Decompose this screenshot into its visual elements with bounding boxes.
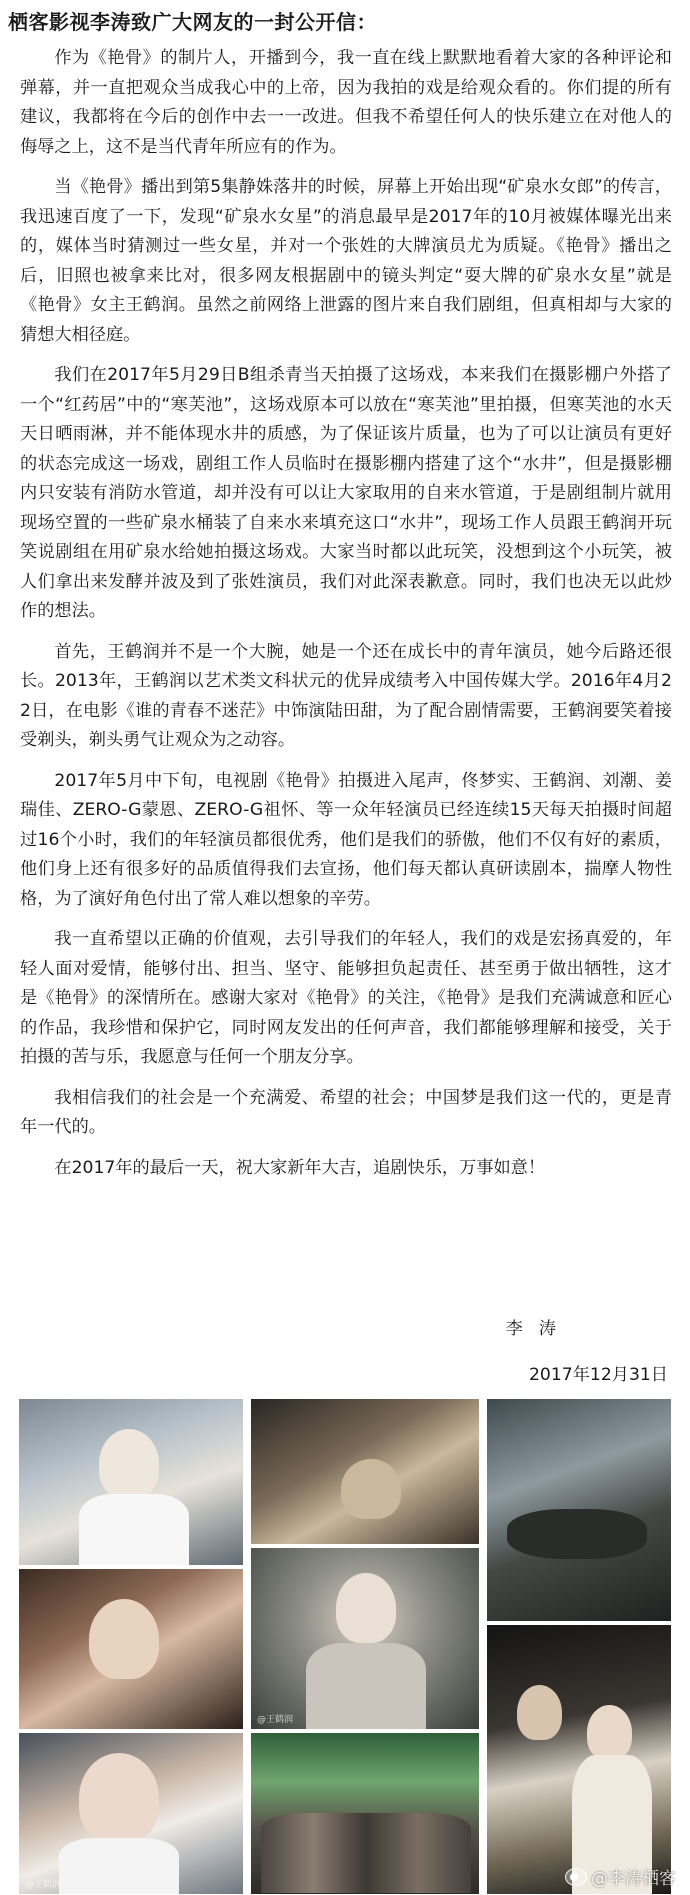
paragraph-1: 作为《艳骨》的制片人，开播到今，我一直在线上默默地看着大家的各种评论和弹幕，并一直把观众当成我心中的上帝，因为我拍的戏是给观众看的。你们提的所有建议，我都将在今后的创作中去一一改进。但我不希望任何人的快乐建立在对他人的侮辱之上，这不是当代青年所应有的作为。 — [20, 48, 672, 157]
paragraph-3: 我们在2017年5月29日B组杀青当天拍摄了这场戏，本来我们在摄影棚户外搭了一个“红药居”中的“寒芙池”，这场戏原本可以放在“寒芙池”里拍摄，但寒芙池的水天天日晒雨淋，并不能体现水井的质感，为了保证该片质量，也为了可以让演员有更好的状态完成这一场戏，剧组工作人员临时在摄影棚内搭建了这个“水井”，但是摄影棚内只安装有消防水管道，却并没有可以让大家取用的自来水管道，于是剧组制片就用现场空置的一些矿泉水桶装了自来水来填充这口“水井”，现场工作人员跟王鹤润开玩笑说剧组在用矿泉水给她拍摄这场戏。大家当时都以此玩笑，没想到这个小玩笑，被人们拿出来发酵并波及到了张姓演员，我们对此深表歉意。同时，我们也决无以此炒作的想法。 — [20, 365, 672, 621]
paragraph-2: 当《艳骨》播出到第5集静姝落井的时候，屏幕上开始出现“矿泉水女郎”的传言，我迅速百度了一下，发现“矿泉水女星”的消息最早是2017年的10月被媒体曝光出来的，媒体当时猜测过一些女星，并对一个张姓的大牌演员尤为质疑。《艳骨》播出之后，旧照也被拿来比对，很多网友根据剧中的镜头判定“耍大牌的矿泉水女星”就是《艳骨》女主王鹤润。虽然之前网络上泄露的图片来自我们剧组，但真相却与大家的猜想大相径庭。 — [20, 177, 672, 345]
photo-crew-group — [250, 1732, 480, 1895]
weibo-logo-icon — [565, 1868, 587, 1886]
signature-name: 李涛 — [505, 1319, 572, 1339]
photo-figure — [79, 1753, 159, 1843]
photo-caption: @王鹤润 — [25, 1880, 62, 1890]
paragraph-5: 2017年5月中下旬，电视剧《艳骨》拍摄进入尾声，佟梦实、王鹤润、刘潮、姜瑞佳、ZERO-G蒙恩、ZERO-G祖怀、等一众年轻演员已经连续15天每天拍摄时间超过16个小时，我们的年轻演员都很优秀，他们是我们的骄傲，他们不仅有好的素质，他们身上还有很多好的品质值得我们去宣扬，他们每天都认真研读剧本，揣摩人物性格，为了演好角色付出了常人难以想象的辛劳。 — [20, 770, 672, 909]
paragraph-8: 在2017年的最后一天，祝大家新年大吉，追剧快乐，万事如意！ — [54, 1157, 546, 1178]
paragraph-6: 我一直希望以正确的价值观，去引导我们的年轻人，我们的戏是宏扬真爱的，年轻人面对爱情，能够付出、担当、坚守、能够担负起责任、甚至勇于做出牺牲，这才是《艳骨》的深情所在。感谢大家对《艳骨》的关注，《艳骨》是我们充满诚意和匠心的作品，我珍惜和保护它，同时网友发出的任何声音，我们都能够理解和接受，关于拍摄的苦与乐，我愿意与任何一个朋友分享。 — [20, 929, 672, 1067]
photo-costume-pair — [486, 1624, 672, 1895]
photo-figure — [89, 1599, 159, 1679]
photo-figure — [341, 1459, 401, 1519]
photo-figure — [587, 1705, 632, 1760]
photo-shaved-head-smile — [18, 1732, 244, 1895]
paragraph-4: 首先，王鹤润并不是一个大腕，她是一个还在成长中的青年演员，她今后路还很长。2013年，王鹤润以艺术类文科状元的优异成绩考入中国传媒大学。2016年4月22日，在电影《谁的青春不迷茫》中饰演陆田甜，为了配合剧情需要，王鹤润要笑着接受剃头，剃头勇气让观众为之动容。 — [20, 641, 672, 750]
photo-figure — [306, 1643, 426, 1730]
photo-well-scene — [250, 1547, 480, 1730]
photo-figure — [261, 1813, 471, 1893]
photo-figure — [507, 1509, 647, 1559]
photo-figure — [79, 1494, 189, 1566]
photo-resting-on-set — [486, 1398, 672, 1622]
photo-caption: @王鹤润 — [257, 1715, 294, 1725]
letter-title: 栖客影视李涛致广大网友的一封公开信： — [8, 10, 377, 34]
photo-figure — [336, 1573, 396, 1643]
signature-date: 2017年12月31日 — [528, 1365, 668, 1385]
photo-head-shaving — [18, 1568, 244, 1730]
photo-figure — [59, 1838, 179, 1895]
photo-figure — [99, 1429, 159, 1499]
photo-film-set — [250, 1398, 480, 1545]
paragraph-7: 我相信我们的社会是一个充满爱、希望的社会；中国梦是我们这一代的，更是青年一代的。 — [20, 1087, 672, 1137]
photo-collage — [0, 1398, 690, 1895]
photo-school-uniform — [18, 1398, 244, 1566]
photo-figure — [517, 1685, 562, 1740]
weibo-watermark — [565, 1864, 676, 1889]
watermark-text: @李涛栖客 — [591, 1869, 676, 1889]
letter-body — [20, 44, 672, 1194]
